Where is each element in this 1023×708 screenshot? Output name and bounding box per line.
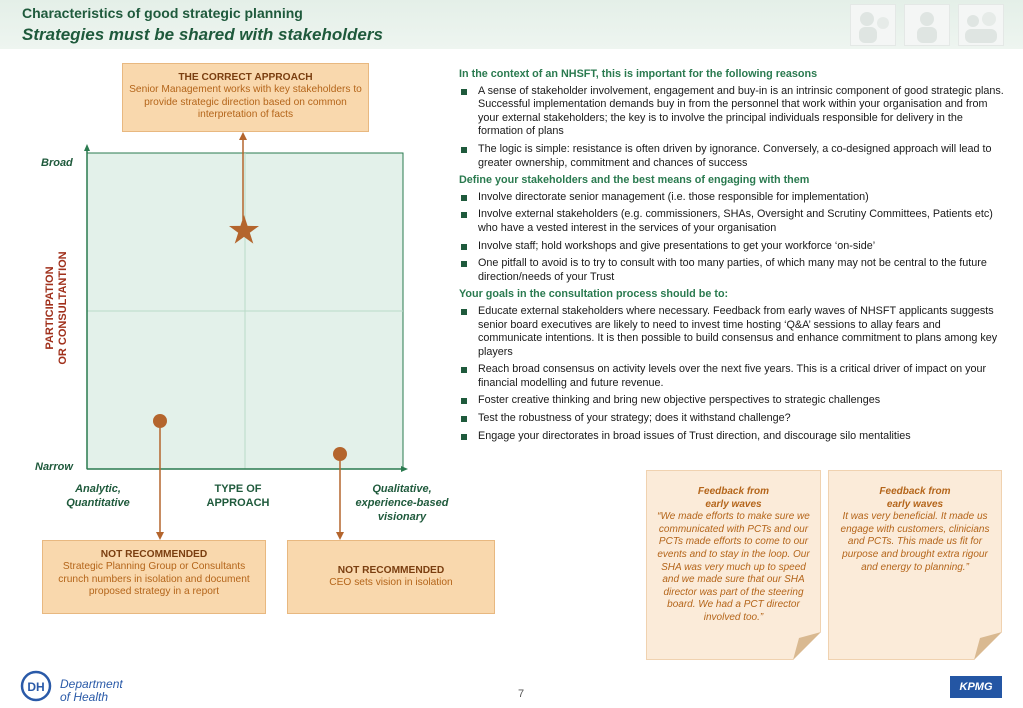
list-item: One pitfall to avoid is to try to consult with too many parties, of which many may not be central to the future direction/needs of your Trust	[459, 257, 1004, 284]
not-recommended-left-text: Strategic Planning Group or Consultants crunch numbers in isolation and document proposed strategy in a report	[58, 561, 250, 598]
feedback-note-1	[646, 470, 821, 660]
dh-logo	[20, 670, 58, 702]
connector-arrow	[156, 532, 164, 540]
x-axis-arrow	[401, 466, 408, 472]
page-title: Characteristics of good strategic planning	[22, 5, 303, 21]
dh-logo-text: DH	[27, 680, 45, 694]
y-axis-title	[44, 213, 70, 403]
page-subtitle: Strategies must be shared with stakeholders	[22, 25, 383, 44]
feedback-note-2	[828, 470, 1002, 660]
section2-list	[459, 191, 1004, 285]
not-recommended-right-text: CEO sets vision in isolation	[329, 577, 453, 589]
section1-list	[459, 85, 1004, 171]
x-title-line2: APPROACH	[206, 497, 270, 509]
connector-arrow	[239, 132, 247, 140]
list-item: The logic is simple: resistance is often driven by ignorance. Conversely, a co-designed approach will lead to greater ownership, commitment and chances of success	[459, 143, 1004, 170]
x-left-line2: Quantitative	[66, 497, 130, 509]
list-item: Engage your directorates in broad issues of Trust direction, and discourage silo mentalities	[459, 430, 1004, 444]
feedback-1-heading-line2: early waves	[705, 498, 762, 510]
feedback-2-quote: It was very beneficial. It made us engage with customers, clinicians and PCTs. This made us fit for purpose and brought extra rigour and energy to planning.”	[840, 511, 990, 573]
dh-line1: Department	[60, 677, 123, 691]
header-photo-2	[904, 4, 950, 46]
photo-icon	[959, 5, 1003, 45]
not-recommended-left-heading: NOT RECOMMENDED	[100, 549, 208, 560]
header-photo-1	[850, 4, 896, 46]
list-item: A sense of stakeholder involvement, engagement and buy-in is an intrinsic component of good strategic plans. Successful implementation demands buy in from the personnel that work within your organisation and from your external stakeholders; the key is to involve the principal individuals responsible for delivery in the formation of plans	[459, 85, 1004, 139]
connector-arrow	[336, 532, 344, 540]
section3-heading: Your goals in the consultation process should be to:	[459, 288, 729, 301]
section3-list	[459, 305, 1004, 443]
page-number: 7	[518, 688, 525, 700]
kpmg-logo: KPMG	[950, 676, 1002, 698]
feedback-1-quote: “We made efforts to make sure we communicated with PCTs and our PCTs made efforts to come to our events and to stay in the loop. Our SHA was very much up to speed and we made sure that our SHA director was part of the steering board. We had a PCT director involved too.”	[657, 511, 810, 623]
list-item: Involve external stakeholders (e.g. commissioners, SHAs, Oversight and Scrutiny Committees, Patients etc) who have a vested interest in the services of your organisation	[459, 208, 1004, 235]
analytic-marker	[153, 414, 167, 428]
list-item: Involve staff; hold workshops and give presentations to get your workforce ‘on-side’	[459, 240, 1004, 254]
content-panel	[459, 65, 1004, 447]
page-curl-icon	[974, 632, 1002, 660]
section1-heading: In the context of an NHSFT, this is important for the following reasons	[459, 68, 818, 80]
visionary-marker	[333, 447, 347, 461]
correct-approach-box	[122, 63, 369, 132]
correct-approach-heading: THE CORRECT APPROACH	[178, 72, 313, 83]
x-axis-left-label	[50, 482, 146, 510]
y-axis-title-line1: PARTICIPATION	[44, 266, 56, 350]
photo-icon	[905, 5, 949, 45]
correct-approach-text: Senior Management works with key stakeholders to provide strategic direction based on common interpretation of facts	[129, 84, 362, 121]
x-title-line1: TYPE OF	[214, 483, 262, 495]
feedback-2-heading-line1: Feedback from	[879, 486, 951, 497]
x-axis-right-label	[340, 482, 464, 524]
x-axis-title	[188, 482, 288, 510]
list-item: Involve directorate senior management (i.e. those responsible for implementation)	[459, 191, 1004, 205]
header-photo-3	[958, 4, 1004, 46]
x-right-line3: visionary	[377, 511, 427, 523]
y-axis-arrow	[84, 144, 90, 151]
feedback-2-heading-line2: early waves	[886, 498, 944, 510]
list-item: Test the robustness of your strategy; does it withstand challenge?	[459, 412, 1004, 426]
x-right-line1: Qualitative,	[372, 483, 432, 495]
dh-line2: of Health	[60, 690, 109, 704]
feedback-1-heading-line1: Feedback from	[697, 486, 770, 497]
x-left-line1: Analytic,	[75, 483, 121, 495]
list-item: Foster creative thinking and bring new objective perspectives to strategic challenges	[459, 394, 1004, 408]
page-curl-icon	[793, 632, 821, 660]
not-recommended-right-box	[287, 540, 495, 614]
section2-heading: Define your stakeholders and the best means of engaging with them	[459, 174, 810, 187]
photo-icon	[851, 5, 895, 45]
list-item: Educate external stakeholders where necessary. Feedback from early waves of NHSFT applicants suggests senior board executives are likely to need to invest time hosting ‘Q&A’ sessions to allay fears and communicate intentions. It is then possible to build consensus and enhance commitment to plans among key players	[459, 305, 1004, 359]
not-recommended-left-box	[42, 540, 266, 614]
list-item: Reach broad consensus on activity levels over the next five years. This is a critical driver of impact on your financial modelling and future revenue.	[459, 363, 1004, 390]
y-axis-title-line2: OR CONSULTANTION	[57, 251, 69, 365]
y-axis-top-label: Broad	[41, 157, 73, 169]
dh-wordmark	[60, 678, 123, 704]
not-recommended-right-heading: NOT RECOMMENDED	[337, 565, 445, 576]
x-right-line2: experience-based	[355, 497, 449, 509]
y-axis-bottom-label: Narrow	[35, 461, 73, 473]
